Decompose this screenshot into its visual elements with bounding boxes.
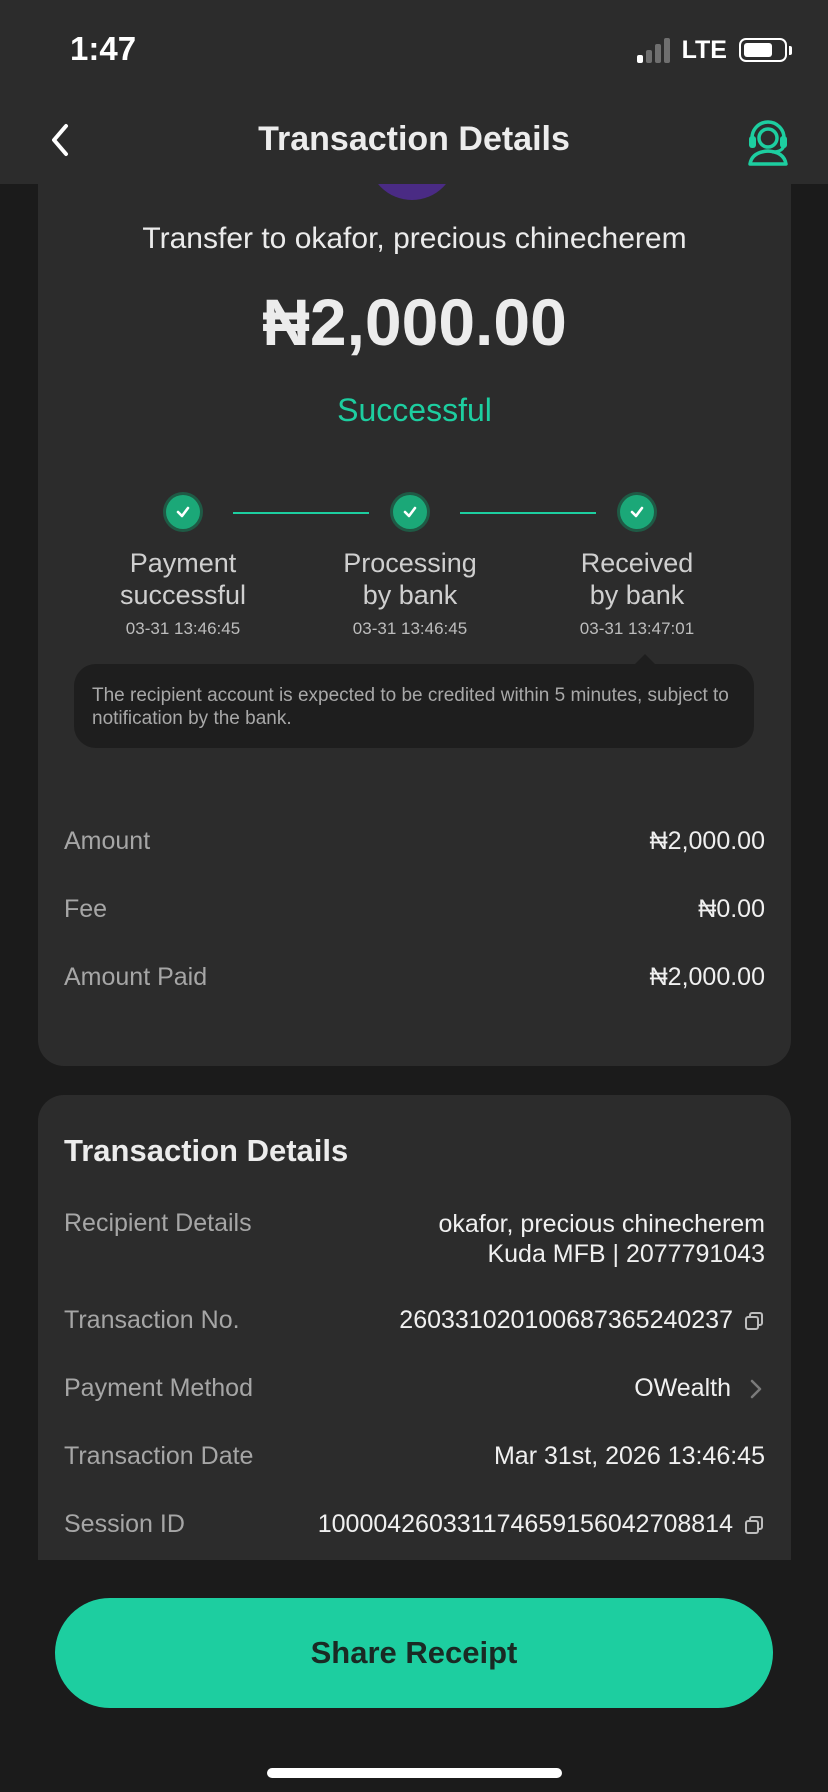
check-circle-icon	[620, 495, 654, 529]
recipient-row	[64, 1209, 765, 1269]
row-label: Payment Method	[64, 1374, 253, 1402]
step-label: Received by bank	[580, 548, 694, 610]
amount-paid-row	[64, 963, 765, 992]
row-value: ₦2,000.00	[649, 827, 765, 855]
nav-bar	[0, 100, 828, 184]
row-label: Session ID	[64, 1510, 185, 1538]
copy-icon[interactable]	[743, 1514, 765, 1536]
transaction-no: 260331020100687365240237	[399, 1306, 733, 1334]
payment-method-row[interactable]	[64, 1374, 765, 1403]
status-time: 1:47	[70, 30, 137, 67]
step-label: Payment successful	[119, 548, 247, 610]
row-value: ₦2,000.00	[649, 963, 765, 991]
home-indicator[interactable]	[267, 1768, 562, 1778]
row-label: Fee	[64, 895, 108, 923]
headset-agent-icon	[744, 114, 792, 166]
copy-icon[interactable]	[743, 1310, 765, 1332]
session-id: 100004260331174659156042708814	[317, 1510, 733, 1538]
chevron-right-icon	[747, 1376, 765, 1402]
row-label: Transaction No.	[64, 1306, 240, 1334]
check-circle-icon	[393, 495, 427, 529]
session-id-row	[64, 1510, 765, 1539]
network-label: LTE	[681, 35, 727, 64]
battery-icon	[739, 38, 787, 62]
step-time: 03-31 13:46:45	[352, 619, 468, 638]
check-circle-icon	[166, 495, 200, 529]
fee-row	[64, 895, 765, 924]
progress-step-processing	[300, 495, 520, 639]
transfer-amount: ₦2,000.00	[262, 285, 567, 359]
recipient-bank: Kuda MFB | 2077791043	[487, 1240, 765, 1268]
status-bar	[0, 0, 828, 100]
status-indicators	[637, 36, 792, 64]
signal-icon	[637, 37, 670, 63]
support-button[interactable]	[744, 114, 792, 166]
transaction-no-row	[64, 1306, 765, 1335]
transaction-date: Mar 31st, 2026 13:46:45	[493, 1442, 765, 1470]
credit-notice: The recipient account is expected to be credited within 5 minutes, subject to notification by the bank.	[74, 664, 754, 748]
row-label: Amount Paid	[64, 963, 208, 991]
recipient-bank-logo	[368, 184, 456, 200]
amount-row	[64, 827, 765, 856]
share-receipt-button[interactable]: Share Receipt	[55, 1598, 773, 1708]
row-value: ₦0.00	[698, 895, 765, 923]
transfer-title: Transfer to okafor, precious chinecherem	[142, 222, 687, 255]
progress-step-payment	[73, 495, 293, 639]
progress-step-received	[527, 495, 747, 639]
transfer-status: Successful	[337, 392, 492, 428]
row-label: Amount	[64, 827, 151, 855]
tooltip-arrow	[635, 654, 655, 664]
transaction-date-row	[64, 1442, 765, 1471]
recipient-name: okafor, precious chinecherem	[438, 1210, 765, 1238]
scroll-content[interactable]	[0, 184, 828, 1560]
step-time: 03-31 13:46:45	[125, 619, 241, 638]
page-title: Transaction Details	[258, 120, 570, 158]
summary-card	[38, 184, 791, 1066]
step-label: Processing by bank	[343, 548, 477, 610]
step-time: 03-31 13:47:01	[579, 619, 695, 638]
details-title: Transaction Details	[64, 1133, 349, 1168]
payment-method: OWealth	[634, 1374, 731, 1402]
row-label: Recipient Details	[64, 1209, 252, 1237]
row-label: Transaction Date	[64, 1442, 254, 1470]
details-card	[38, 1095, 791, 1560]
